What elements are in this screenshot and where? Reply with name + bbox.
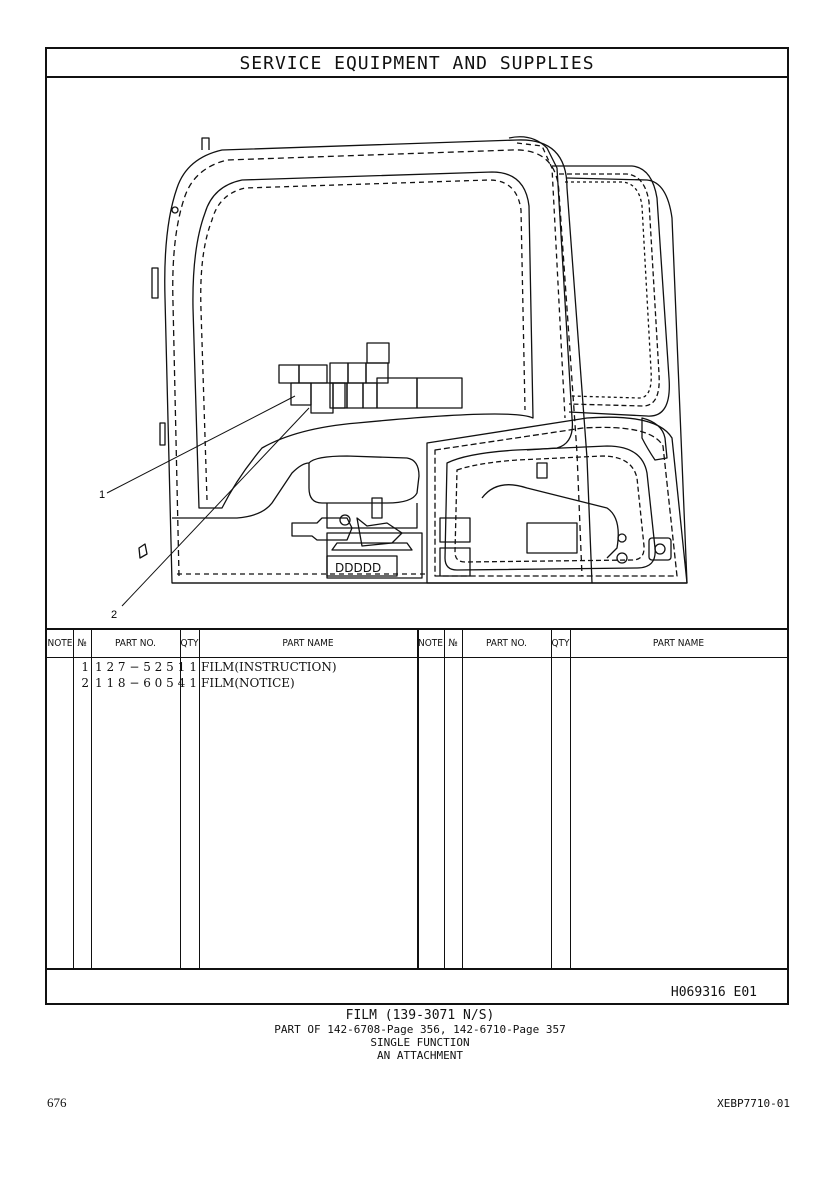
row-2-part-name: FILM(NOTICE)	[201, 676, 295, 690]
header-part-no: PART NO.	[114, 638, 157, 649]
row-1-no: 1	[81, 660, 89, 674]
parts-table	[47, 628, 787, 970]
header-part-name-right: PART NAME	[652, 638, 705, 649]
row-2-part-no: 1 1 8 − 6 0 5 4	[95, 676, 186, 690]
header-note: NOTE	[47, 638, 73, 649]
header-no: №	[77, 638, 87, 649]
caption-function: SINGLE FUNCTION	[370, 1036, 470, 1049]
parts-diagram	[47, 78, 787, 628]
header-part-no-right: PART NO.	[485, 638, 528, 649]
row-1-part-name: FILM(INSTRUCTION)	[201, 660, 337, 674]
header-no-right: №	[448, 638, 458, 649]
caption-title: FILM (139-3071 N/S)	[345, 1008, 495, 1023]
row-1-qty: 1	[189, 660, 197, 674]
callout-1: 1	[99, 489, 106, 501]
header-qty-right: QTY	[551, 638, 570, 649]
parts-sheet	[45, 47, 789, 1005]
seat-drawing	[172, 456, 422, 578]
row-1-part-no: 1 2 7 − 5 2 5 1	[95, 660, 186, 674]
door-drawing	[427, 417, 687, 583]
row-2-qty: 1	[189, 676, 197, 690]
document-number: XEBP7710-01	[717, 1097, 790, 1110]
sheet-title: SERVICE EQUIPMENT AND SUPPLIES	[47, 49, 787, 78]
header-qty: QTY	[180, 638, 199, 649]
decal-film-drawing	[279, 343, 462, 413]
caption-part-of: PART OF 142-6708-Page 356, 142-6710-Page 357	[274, 1023, 566, 1036]
drawing-reference: H069316 E01	[670, 985, 757, 1000]
caption-attachment: AN ATTACHMENT	[376, 1049, 464, 1062]
header-note-right: NOTE	[418, 638, 443, 649]
header-part-name: PART NAME	[282, 638, 334, 649]
cab-frame-drawing	[139, 137, 687, 583]
callout-2: 2	[111, 609, 118, 621]
page-number: 676	[47, 1095, 67, 1110]
row-2-no: 2	[81, 676, 89, 690]
svg-text:DDDDD: DDDDD	[335, 561, 382, 575]
